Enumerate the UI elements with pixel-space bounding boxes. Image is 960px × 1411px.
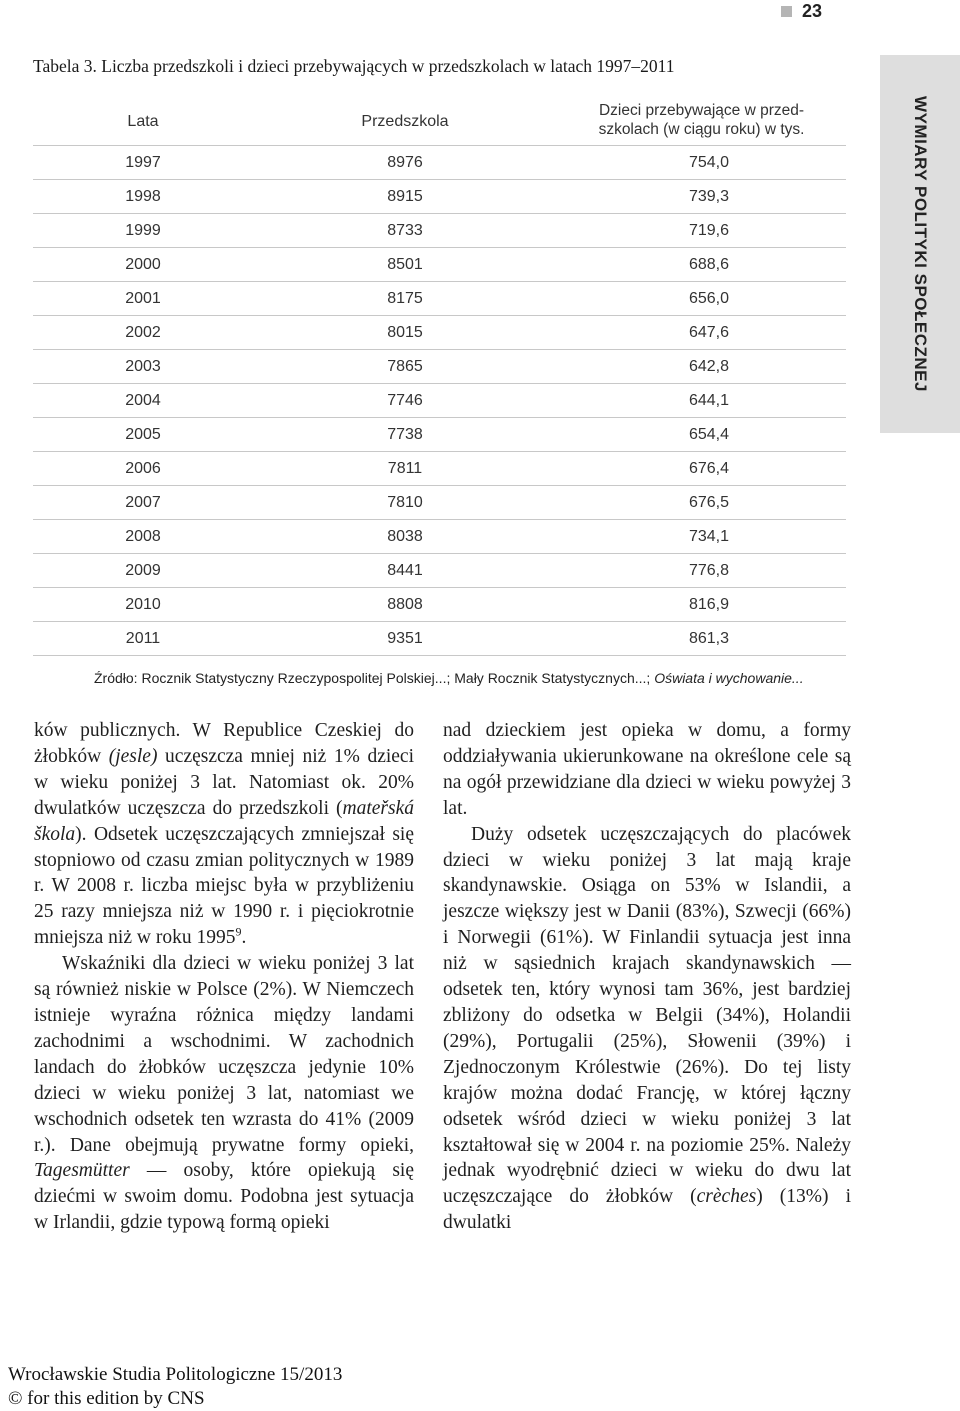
cell-children: 688,6 (557, 248, 846, 282)
paragraph (443, 822, 851, 1237)
square-icon (781, 6, 792, 17)
table-row (33, 384, 846, 418)
cell-year: 2007 (33, 486, 253, 520)
text-run: ). Odsetek uczęszczających zmniejszał się stopniowo od czasu zmian politycznych w 1989 r. W 2008 r. liczba miejsc była w przybliżeniu 25 razy mniejsza niż w 1990 r. i pięciokrotnie mniejsza niż w roku 1995 (34, 823, 414, 949)
cell-preschools: 8976 (253, 146, 557, 180)
header-children (557, 99, 846, 146)
cell-year: 2003 (33, 350, 253, 384)
paragraph (34, 951, 414, 1236)
italic-term: (jesle) (108, 745, 158, 767)
table-row (33, 316, 846, 350)
cell-year: 2008 (33, 520, 253, 554)
cell-year: 1998 (33, 180, 253, 214)
cell-children: 676,5 (557, 486, 846, 520)
side-tab-label: WYMIARY POLITYKI SPOŁECZNEJ (911, 96, 930, 392)
header-children-line2: szkolach (w ciągu roku) w tys. (598, 121, 805, 138)
table-row (33, 588, 846, 622)
cell-preschools: 8733 (253, 214, 557, 248)
cell-preschools: 7811 (253, 452, 557, 486)
cell-preschools: 8441 (253, 554, 557, 588)
table-row (33, 214, 846, 248)
cell-year: 2000 (33, 248, 253, 282)
text-run: Wskaźniki dla dzieci w wieku poniżej 3 lat są również niskie w Polsce (2%). W Niemczech istnieje wyraźna różnica między landami zachodnimi a wschodnimi. W zachodnich landach do żłobków uczęszcza jedynie 10% dzieci w wieku poniżej 3 lat, natomiast we wschodnich odsetek ten wzrasta do 41% (2009 r.). Dane obejmują prywatne formy opieki, (34, 953, 414, 1156)
table-body (33, 146, 846, 656)
paragraph: nad dzieckiem jest opieka w domu, a formy oddziaływania ukierunkowane na określone cele są na ogół przewidziane dla dzieci w wieku powyżej 3 lat. (443, 720, 851, 819)
journal-name: Wrocławskie Studia Politologiczne 15/2013 (8, 1364, 343, 1385)
cell-children: 816,9 (557, 588, 846, 622)
text-run: Duży odsetek uczęszczających do placówek dzieci w wieku poniżej 3 lat mają kraje skandynawskie. Osiąga on 53% w Islandii, a jeszcze większy jest w Danii (83%), Szwecji (66%) i Norwegii (61%). W Finlandii sytuacja jest inna niż w sąsiednich krajach skandynawskich — odsetek ten, który wynosi tam 36%, jest bardziej zbliżony do odsetka w Belgii (34%), Holandii (29%), Portugalii (25%), Słowenii (39%) i Zjednoczonym Królestwie (26%). Do tej listy krajów można dodać Francję, w której łączny odsetek wśród dzieci w wieku poniżej 3 lat kształtował się w 2004 r. na poziomie 25%. Należy jednak wyodrębnić dzieci w wieku do dwu lat uczęszczające do żłobków ( (443, 823, 851, 1208)
cell-preschools: 7810 (253, 486, 557, 520)
cell-preschools: 7865 (253, 350, 557, 384)
table-row (33, 350, 846, 384)
cell-children: 754,0 (557, 146, 846, 180)
table-row (33, 452, 846, 486)
cell-children: 676,4 (557, 452, 846, 486)
italic-term: mateřská škola (34, 797, 414, 845)
page-number-text: 23 (801, 0, 822, 21)
cell-year: 2004 (33, 384, 253, 418)
cell-preschools: 8808 (253, 588, 557, 622)
table-caption: Tabela 3. Liczba przedszkoli i dzieci przebywających w przedszkolach w latach 1997–2011 (33, 56, 675, 76)
cell-children: 776,8 (557, 554, 846, 588)
copyright: © for this edition by CNS (8, 1388, 205, 1409)
cell-year: 2001 (33, 282, 253, 316)
cell-children: 739,3 (557, 180, 846, 214)
paragraph (34, 718, 414, 951)
cell-children: 656,0 (557, 282, 846, 316)
cell-year: 2005 (33, 418, 253, 452)
footnote-ref: 9 (235, 924, 242, 939)
cell-children: 719,6 (557, 214, 846, 248)
table-row (33, 486, 846, 520)
cell-preschools: 8015 (253, 316, 557, 350)
cell-year: 2009 (33, 554, 253, 588)
table-row (33, 554, 846, 588)
cell-children: 654,4 (557, 418, 846, 452)
page-number (781, 0, 822, 22)
table-row (33, 520, 846, 554)
source-italic: Oświata i wychowanie... (654, 670, 804, 686)
table-row (33, 282, 846, 316)
data-table (33, 99, 846, 656)
cell-children: 642,8 (557, 350, 846, 384)
cell-preschools: 7746 (253, 384, 557, 418)
source-text: Źródło: Rocznik Statystyczny Rzeczypospolitej Polskiej...; Mały Rocznik Statystycznych...; (94, 670, 655, 686)
page-footer (8, 1363, 342, 1411)
cell-year: 1999 (33, 214, 253, 248)
cell-preschools: 8915 (253, 180, 557, 214)
header-children-line1: Dzieci przebywające w przed- (598, 102, 805, 119)
right-text-column (443, 718, 851, 1236)
cell-preschools: 7738 (253, 418, 557, 452)
left-text-column (34, 718, 414, 1236)
italic-term: Tagesmütter (34, 1160, 130, 1182)
text-run: ków publicznych. W Republice Czeskiej do żłobków (34, 720, 414, 767)
table-row (33, 180, 846, 214)
cell-children: 644,1 (557, 384, 846, 418)
text-run: . (241, 927, 247, 949)
text-run: ) (13%) i dwulatki (443, 1186, 851, 1234)
table-source (94, 670, 804, 686)
cell-year: 2011 (33, 622, 253, 656)
cell-year: 2010 (33, 588, 253, 622)
section-side-tab (880, 55, 960, 433)
header-preschools: Przedszkola (253, 99, 557, 146)
cell-preschools: 8175 (253, 282, 557, 316)
cell-year: 1997 (33, 146, 253, 180)
cell-preschools: 8501 (253, 248, 557, 282)
table-row (33, 622, 846, 656)
text-run: uczęszcza mniej niż 1% dzieci w wieku poniżej 3 lat. Natomiast ok. 20% dwulatków uczęszcza do przedszkoli ( (34, 745, 415, 819)
cell-preschools: 9351 (253, 622, 557, 656)
italic-term: crèches (696, 1186, 757, 1208)
cell-children: 734,1 (557, 520, 846, 554)
table-row (33, 248, 846, 282)
table-row (33, 146, 846, 180)
text-run: — osoby, które opiekują się dziećmi w swoim domu. Podobna jest sytuacja w Irlandii, gdzie typową formą opieki (34, 1160, 414, 1234)
header-years: Lata (33, 99, 253, 146)
table-row (33, 418, 846, 452)
cell-children: 861,3 (557, 622, 846, 656)
cell-children: 647,6 (557, 316, 846, 350)
table-header-row (33, 99, 846, 146)
cell-year: 2002 (33, 316, 253, 350)
cell-year: 2006 (33, 452, 253, 486)
cell-preschools: 8038 (253, 520, 557, 554)
